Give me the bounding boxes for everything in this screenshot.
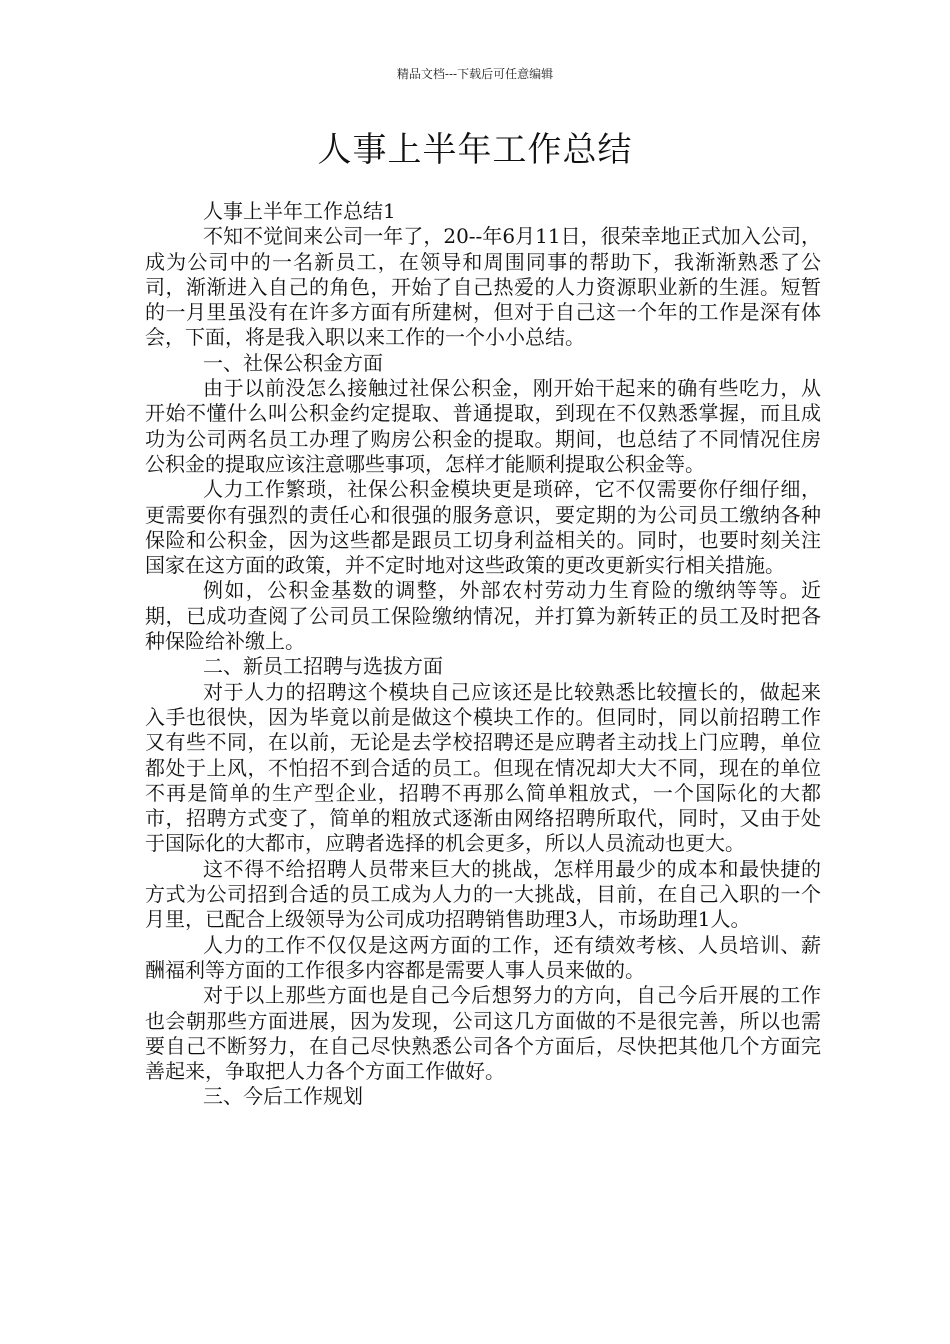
paragraph-heading-social-security: 一、社保公积金方面 [203, 350, 383, 375]
paragraph-section-heading: 人事上半年工作总结1 [203, 199, 396, 223]
paragraph-recruitment-3: 人力的工作不仅仅是这两方面的工作，还有绩效考核、人员培训、薪酬福利等方面的工作很多内容都是需要人事人员来做的。 [145, 932, 821, 982]
document-body [145, 199, 821, 1110]
paragraph-recruitment-2: 这不得不给招聘人员带来巨大的挑战，怎样用最少的成本和最快捷的方式为公司招到合适的员工成为人力的一大挑战，目前，在自己入职的一个月里，已配合上级领导为公司成功招聘销售助理3人，市场助理1人。 [145, 856, 821, 932]
paragraph-social-security-2: 人力工作繁琐，社保公积金模块更是琐碎，它不仅需要你仔细仔细，更需要你有强烈的责任心和很强的服务意识，要定期的为公司员工缴纳各种保险和公积金，因为这些都是跟员工切身利益相关的。同时，也要时刻关注国家在这方面的政策，并不定时地对这些政策的更改更新实行相关措施。 [145, 477, 821, 578]
paragraph-recruitment-4: 对于以上那些方面也是自己今后想努力的方向，自己今后开展的工作也会朝那些方面进展，因为发现，公司这几方面做的不是很完善，所以也需要自己不断努力，在自己尽快熟悉公司各个方面后，尽快把其他几个方面完善起来，争取把人力各个方面工作做好。 [145, 983, 821, 1084]
paragraph-social-security-3: 例如，公积金基数的调整，外部农村劳动力生育险的缴纳等等。近期，已成功查阅了公司员工保险缴纳情况，并打算为新转正的员工及时把各种保险给补缴上。 [145, 578, 821, 654]
paragraph-social-security-1: 由于以前没怎么接触过社保公积金，刚开始干起来的确有些吃力，从开始不懂什么叫公积金约定提取、普通提取，到现在不仅熟悉掌握，而且成功为公司两名员工办理了购房公积金的提取。期间，也总结了不同情况住房公积金的提取应该注意哪些事项，怎样才能顺利提取公积金等。 [145, 376, 821, 476]
paragraph-intro: 不知不觉间来公司一年了，20--年6月11日，很荣幸地正式加入公司，成为公司中的一名新员工，在领导和周围同事的帮助下，我渐渐熟悉了公司，渐渐进入自己的角色，开始了自己热爱的人力资源职业新的生涯。短暂的一月里虽没有在许多方面有所建树，但对于自己这一个年的工作是深有体会，下面，将是我入职以来工作的一个小小总结。 [145, 224, 821, 350]
page-header-note: 精品文档---下载后可任意编辑 [396, 67, 554, 81]
document-title: 人事上半年工作总结 [317, 130, 633, 170]
paragraph-heading-future-plan: 三、今后工作规划 [203, 1084, 363, 1109]
paragraph-recruitment-1: 对于人力的招聘这个模块自己应该还是比较熟悉比较擅长的，做起来入手也很快，因为毕竟以前是做这个模块工作的。但同时，同以前招聘工作又有些不同，在以前，无论是去学校招聘还是应聘者主动找上门应聘，单位都处于上风，不怕招不到合适的员工。但现在情况却大大不同，现在的单位不再是简单的生产型企业，招聘不再那么简单粗放式，一个国际化的大都市，招聘方式变了，简单的粗放式逐渐由网络招聘所取代，同时，又由于处于国际化的大都市，应聘者选择的机会更多，所以人员流动也更大。 [145, 679, 821, 856]
paragraph-heading-recruitment: 二、新员工招聘与选拔方面 [203, 654, 443, 679]
